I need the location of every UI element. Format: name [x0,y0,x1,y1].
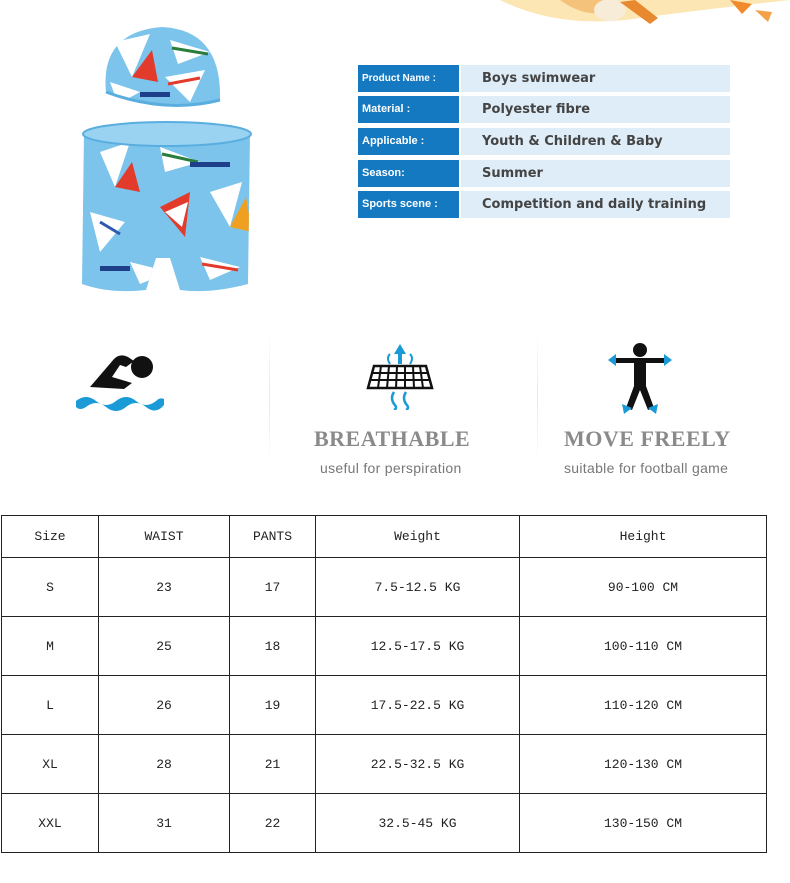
table-row [2,676,767,735]
feature-divider [269,330,270,465]
table-header-cell: WAIST [99,516,230,558]
table-cell: 22 [230,794,316,853]
spec-label: Applicable : [358,128,459,155]
table-cell: 100-110 CM [520,617,767,676]
table-cell: 90-100 CM [520,558,767,617]
spec-value: Boys swimwear [461,65,730,92]
table-cell: 26 [99,676,230,735]
size-table [1,515,767,853]
table-cell: 110-120 CM [520,676,767,735]
table-cell: 28 [99,735,230,794]
spec-label: Season: [358,160,459,187]
table-row [2,794,767,853]
table-cell: 17 [230,558,316,617]
spec-value: Youth & Children & Baby [461,128,730,155]
spec-label: Sports scene : [358,191,459,218]
breathable-title: BREATHABLE [314,426,471,451]
table-cell: 23 [99,558,230,617]
breathable-subtitle: useful for perspiration [320,460,462,476]
spec-label: Product Name : [358,65,459,92]
table-row [2,735,767,794]
table-cell: 12.5-17.5 KG [316,617,520,676]
table-header-row [2,516,767,558]
feature-divider [537,330,538,465]
table-row [2,558,767,617]
stretch-figure-icon [606,340,674,416]
swimmer-icon [74,345,166,415]
product-swimwear-image [70,22,260,300]
table-header-cell: Height [520,516,767,558]
table-cell: 32.5-45 KG [316,794,520,853]
table-row [2,617,767,676]
table-header-cell: PANTS [230,516,316,558]
table-header-cell: Size [2,516,99,558]
table-cell: 130-150 CM [520,794,767,853]
table-cell: 17.5-22.5 KG [316,676,520,735]
table-header-cell: Weight [316,516,520,558]
breathable-grid-icon [364,342,436,410]
table-cell: XXL [2,794,99,853]
spec-value: Competition and daily training [461,191,730,218]
table-cell: 22.5-32.5 KG [316,735,520,794]
move-freely-title: MOVE FREELY [564,426,731,451]
table-cell: 25 [99,617,230,676]
table-cell: 7.5-12.5 KG [316,558,520,617]
spec-row-material [358,96,730,123]
table-cell: 21 [230,735,316,794]
spec-row-sports-scene [358,191,730,218]
table-cell: 31 [99,794,230,853]
spec-row-season [358,160,730,187]
table-cell: L [2,676,99,735]
table-cell: 19 [230,676,316,735]
spec-row-applicable [358,128,730,155]
table-cell: M [2,617,99,676]
move-freely-subtitle: suitable for football game [564,460,729,476]
spec-value: Polyester fibre [461,96,730,123]
spec-value: Summer [461,160,730,187]
beach-decoration-image [500,0,790,28]
table-cell: 120-130 CM [520,735,767,794]
table-cell: XL [2,735,99,794]
spec-row-product-name [358,65,730,92]
table-cell: 18 [230,617,316,676]
table-cell: S [2,558,99,617]
spec-label: Material : [358,96,459,123]
